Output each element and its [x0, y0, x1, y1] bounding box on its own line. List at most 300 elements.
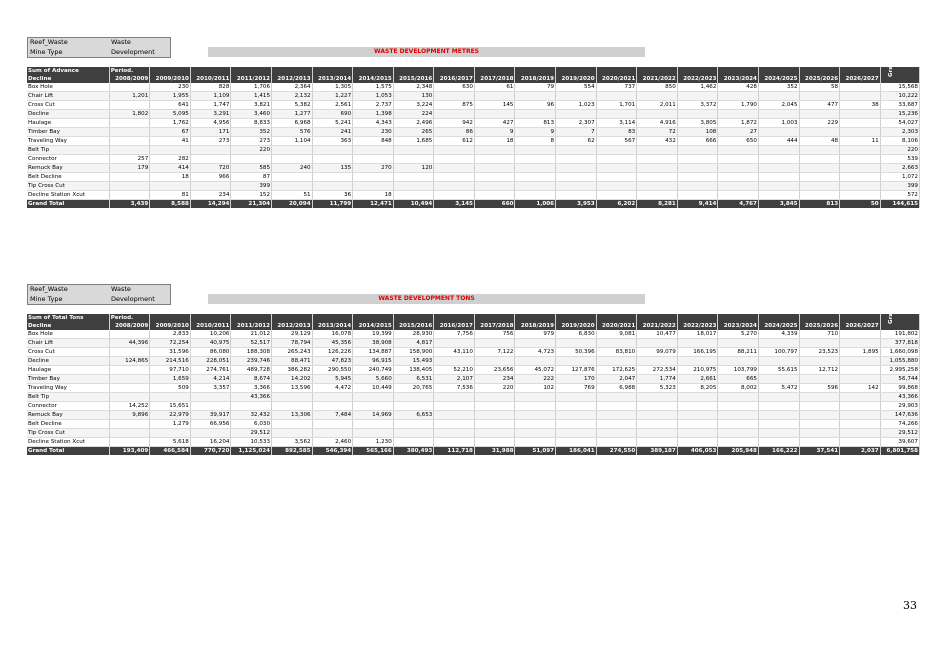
- row-total-cell: 29,512: [880, 429, 919, 438]
- row-field-header[interactable]: Decline: [27, 75, 109, 83]
- table-cell: [150, 182, 191, 191]
- table-cell: 290,550: [312, 366, 353, 375]
- grand-total-cell: 10,494: [393, 200, 434, 209]
- grand-total-row: [27, 447, 920, 456]
- table-cell: 18: [353, 191, 394, 200]
- table-cell: 1,053: [353, 92, 394, 101]
- table-cell: [637, 438, 678, 447]
- row-total-cell: 377,818: [880, 339, 919, 348]
- header-blank: [758, 67, 799, 75]
- table-row: [27, 429, 920, 438]
- table-cell: [758, 375, 799, 384]
- table-cell: 2,107: [434, 375, 475, 384]
- table-cell: 21,012: [231, 330, 272, 339]
- row-total-cell: 572: [880, 191, 919, 200]
- table-cell: [799, 402, 840, 411]
- year-header[interactable]: 2009/2010: [150, 322, 191, 330]
- table-cell: 4,343: [353, 119, 394, 128]
- header-blank: [312, 314, 353, 322]
- table-cell: 612: [434, 137, 475, 146]
- table-cell: [718, 182, 759, 191]
- table-cell: [596, 438, 637, 447]
- row-label: Decline: [27, 357, 109, 366]
- row-field-header[interactable]: Decline: [27, 322, 109, 330]
- table-cell: 828: [190, 83, 231, 92]
- year-header[interactable]: 2017/2018: [474, 75, 515, 83]
- table-cell: 3,562: [272, 438, 313, 447]
- year-header[interactable]: 2008/2009: [109, 75, 150, 83]
- table-row: [27, 173, 920, 182]
- table-cell: [434, 357, 475, 366]
- table-cell: 22,979: [150, 411, 191, 420]
- table-cell: [840, 146, 881, 155]
- table-cell: 126,226: [312, 348, 353, 357]
- year-header[interactable]: 2018/2019: [515, 75, 556, 83]
- table-cell: 14,969: [353, 411, 394, 420]
- header-blank: [556, 67, 597, 75]
- grand-total-cell: 4,767: [718, 200, 759, 209]
- table-row: [27, 128, 920, 137]
- filter-value[interactable]: Waste: [111, 38, 131, 46]
- table-cell: [596, 429, 637, 438]
- table-cell: 97,710: [150, 366, 191, 375]
- table-cell: 124,865: [109, 357, 150, 366]
- table-cell: 428: [718, 83, 759, 92]
- row-total-cell: 2,663: [880, 164, 919, 173]
- table-cell: 1,109: [190, 92, 231, 101]
- table-cell: [840, 357, 881, 366]
- table-cell: 152: [231, 191, 272, 200]
- year-header[interactable]: 2023/2024: [718, 75, 759, 83]
- table-cell: 7,122: [474, 348, 515, 357]
- table-cell: [515, 411, 556, 420]
- period-label[interactable]: Period.: [109, 314, 150, 322]
- grand-total-header-label: Grand Total: [887, 40, 894, 77]
- grand-total-cell: 380,493: [393, 447, 434, 456]
- table-row: [27, 155, 920, 164]
- table-cell: [353, 402, 394, 411]
- grand-total-cell: 274,550: [596, 447, 637, 456]
- table-cell: [474, 357, 515, 366]
- table-cell: 29,512: [231, 429, 272, 438]
- table-cell: 1,003: [758, 119, 799, 128]
- grand-total-cell: 21,304: [231, 200, 272, 209]
- year-header[interactable]: 2016/2017: [434, 75, 475, 83]
- table-cell: 9: [474, 128, 515, 137]
- grand-total-cell: 8,588: [150, 200, 191, 209]
- table-cell: 585: [231, 164, 272, 173]
- table-cell: [272, 173, 313, 182]
- header-blank: [637, 314, 678, 322]
- table-cell: 1,462: [677, 83, 718, 92]
- table-cell: 6,030: [231, 420, 272, 429]
- table-cell: [677, 110, 718, 119]
- year-header[interactable]: 2019/2020: [556, 322, 597, 330]
- table-cell: 241: [312, 128, 353, 137]
- table-cell: 45,356: [312, 339, 353, 348]
- year-header[interactable]: 2025/2026: [799, 322, 840, 330]
- table-cell: [677, 146, 718, 155]
- table-cell: [677, 420, 718, 429]
- table-cell: [596, 339, 637, 348]
- header-blank: [718, 67, 759, 75]
- header-blank: [150, 314, 191, 322]
- table-cell: [637, 173, 678, 182]
- table-cell: [677, 191, 718, 200]
- table-cell: 282: [150, 155, 191, 164]
- grand-total-cell: 6,202: [596, 200, 637, 209]
- table-cell: 6,968: [272, 119, 313, 128]
- header-blank: [353, 314, 394, 322]
- table-cell: [434, 339, 475, 348]
- year-header[interactable]: 2011/2012: [231, 75, 272, 83]
- table-row: [27, 110, 920, 119]
- year-header[interactable]: 2012/2013: [272, 322, 313, 330]
- table-cell: 850: [637, 83, 678, 92]
- year-header[interactable]: 2013/2014: [312, 322, 353, 330]
- year-header[interactable]: 2012/2013: [272, 75, 313, 83]
- year-header[interactable]: 2014/2015: [353, 322, 394, 330]
- table-cell: [637, 411, 678, 420]
- grand-total-cell: 565,166: [353, 447, 394, 456]
- period-label[interactable]: Period.: [109, 67, 150, 75]
- row-label: Tip Cross Cut: [27, 429, 109, 438]
- table-cell: 509: [150, 384, 191, 393]
- filter-value[interactable]: Development: [111, 294, 155, 303]
- table-cell: [515, 438, 556, 447]
- pivot-block-metres: [27, 37, 920, 207]
- table-cell: 179: [109, 164, 150, 173]
- header-blank: [840, 67, 881, 75]
- table-row: [27, 402, 920, 411]
- table-cell: 1,872: [718, 119, 759, 128]
- table-cell: [556, 411, 597, 420]
- table-cell: [758, 438, 799, 447]
- table-cell: 102: [515, 384, 556, 393]
- table-cell: [393, 420, 434, 429]
- table-cell: 86,080: [190, 348, 231, 357]
- table-cell: 737: [596, 83, 637, 92]
- table-cell: 4,723: [515, 348, 556, 357]
- table-cell: [353, 182, 394, 191]
- table-cell: 567: [596, 137, 637, 146]
- table-cell: [799, 429, 840, 438]
- row-total-cell: 99,868: [880, 384, 919, 393]
- year-header[interactable]: 2021/2022: [637, 322, 678, 330]
- table-cell: [353, 393, 394, 402]
- table-cell: [109, 375, 150, 384]
- table-cell: 10,477: [637, 330, 678, 339]
- table-cell: 234: [474, 375, 515, 384]
- table-cell: 2,737: [353, 101, 394, 110]
- table-row: [27, 339, 920, 348]
- table-cell: [474, 146, 515, 155]
- row-label: Traveling Way: [27, 137, 109, 146]
- header-blank: [556, 314, 597, 322]
- table-cell: 127,876: [556, 366, 597, 375]
- table-cell: [637, 110, 678, 119]
- table-cell: [677, 339, 718, 348]
- table-cell: 257: [109, 155, 150, 164]
- year-header[interactable]: 2022/2023: [677, 322, 718, 330]
- table-cell: 47,823: [312, 357, 353, 366]
- header-row-measure: [27, 67, 920, 75]
- table-cell: 142: [840, 384, 881, 393]
- table-cell: 665: [718, 375, 759, 384]
- header-blank: [596, 314, 637, 322]
- year-header[interactable]: 2020/2021: [596, 322, 637, 330]
- year-header[interactable]: 2026/2027: [840, 322, 881, 330]
- row-total-cell: 15,568: [880, 83, 919, 92]
- table-cell: [109, 330, 150, 339]
- row-total-cell: 1,072: [880, 173, 919, 182]
- table-cell: 145: [474, 101, 515, 110]
- year-header[interactable]: 2016/2017: [434, 322, 475, 330]
- table-cell: [637, 402, 678, 411]
- table-cell: 5,618: [150, 438, 191, 447]
- year-header[interactable]: 2011/2012: [231, 322, 272, 330]
- table-cell: [190, 146, 231, 155]
- table-cell: [840, 330, 881, 339]
- year-header[interactable]: 2023/2024: [718, 322, 759, 330]
- table-cell: 352: [231, 128, 272, 137]
- table-cell: [677, 402, 718, 411]
- table-cell: [474, 429, 515, 438]
- table-cell: [272, 393, 313, 402]
- table-cell: [109, 366, 150, 375]
- table-cell: 265: [393, 128, 434, 137]
- table-cell: 18: [150, 173, 191, 182]
- year-header[interactable]: 2017/2018: [474, 322, 515, 330]
- table-cell: 6,830: [556, 330, 597, 339]
- table-cell: 270: [353, 164, 394, 173]
- table-cell: [637, 164, 678, 173]
- table-cell: 720: [190, 164, 231, 173]
- year-header[interactable]: 2013/2014: [312, 75, 353, 83]
- table-cell: 214,516: [150, 357, 191, 366]
- grand-total-header: [880, 40, 919, 83]
- table-cell: 52,210: [434, 366, 475, 375]
- table-cell: [596, 110, 637, 119]
- table-cell: 1,104: [272, 137, 313, 146]
- table-cell: [840, 164, 881, 173]
- grand-total-cell: 3,953: [556, 200, 597, 209]
- table-cell: 274,761: [190, 366, 231, 375]
- table-cell: 36: [312, 191, 353, 200]
- table-cell: 158,900: [393, 348, 434, 357]
- table-cell: 2,833: [150, 330, 191, 339]
- table-cell: 81: [150, 191, 191, 200]
- table-cell: [109, 348, 150, 357]
- table-cell: 6,653: [393, 411, 434, 420]
- table-cell: 7,484: [312, 411, 353, 420]
- table-cell: [474, 92, 515, 101]
- table-cell: [799, 92, 840, 101]
- table-cell: 813: [515, 119, 556, 128]
- table-cell: 3,805: [677, 119, 718, 128]
- table-cell: [840, 128, 881, 137]
- table-cell: [637, 146, 678, 155]
- table-cell: 43,110: [434, 348, 475, 357]
- year-header[interactable]: 2026/2027: [840, 75, 881, 83]
- filter-key: Reef_Waste: [30, 285, 68, 293]
- table-cell: 3,372: [677, 101, 718, 110]
- year-header[interactable]: 2021/2022: [637, 75, 678, 83]
- table-cell: [758, 411, 799, 420]
- table-cell: 1,762: [150, 119, 191, 128]
- row-total-cell: 539: [880, 155, 919, 164]
- table-cell: 32,432: [231, 411, 272, 420]
- table-cell: 942: [434, 119, 475, 128]
- filter-value[interactable]: Waste: [111, 285, 131, 293]
- table-cell: [718, 393, 759, 402]
- year-header[interactable]: 2015/2016: [393, 322, 434, 330]
- year-header[interactable]: 2022/2023: [677, 75, 718, 83]
- year-header[interactable]: 2010/2011: [190, 322, 231, 330]
- table-cell: 72: [637, 128, 678, 137]
- year-header[interactable]: 2019/2020: [556, 75, 597, 83]
- table-cell: [758, 146, 799, 155]
- table-cell: 166,195: [677, 348, 718, 357]
- year-header[interactable]: 2018/2019: [515, 322, 556, 330]
- table-cell: 134,887: [353, 348, 394, 357]
- year-header[interactable]: 2024/2025: [758, 75, 799, 83]
- table-cell: 228,051: [190, 357, 231, 366]
- row-label: Remuck Bay: [27, 164, 109, 173]
- year-header[interactable]: 2020/2021: [596, 75, 637, 83]
- year-header[interactable]: 2024/2025: [758, 322, 799, 330]
- table-cell: 41: [150, 137, 191, 146]
- table-cell: 650: [718, 137, 759, 146]
- table-cell: 5,660: [353, 375, 394, 384]
- table-cell: [515, 357, 556, 366]
- table-cell: [596, 164, 637, 173]
- table-cell: 1,305: [312, 83, 353, 92]
- row-label: Timber Bay: [27, 128, 109, 137]
- table-cell: [677, 429, 718, 438]
- table-row: [27, 330, 920, 339]
- table-cell: [596, 155, 637, 164]
- table-cell: [556, 92, 597, 101]
- table-row: [27, 83, 920, 92]
- year-header[interactable]: 2010/2011: [190, 75, 231, 83]
- row-label: Tip Cross Cut: [27, 182, 109, 191]
- table-cell: [840, 191, 881, 200]
- table-cell: 2,364: [272, 83, 313, 92]
- table-cell: [515, 182, 556, 191]
- row-total-cell: 147,636: [880, 411, 919, 420]
- table-cell: [109, 438, 150, 447]
- table-cell: [840, 182, 881, 191]
- table-cell: 2,307: [556, 119, 597, 128]
- table-cell: [840, 411, 881, 420]
- table-cell: [677, 92, 718, 101]
- table-row: [27, 101, 920, 110]
- table-cell: 3,821: [231, 101, 272, 110]
- table-cell: [718, 92, 759, 101]
- table-cell: [799, 438, 840, 447]
- table-cell: 172,625: [596, 366, 637, 375]
- year-header[interactable]: 2014/2015: [353, 75, 394, 83]
- table-cell: 99,079: [637, 348, 678, 357]
- table-cell: [474, 155, 515, 164]
- table-cell: 3,114: [596, 119, 637, 128]
- table-cell: [718, 110, 759, 119]
- grand-total-cell: 11,799: [312, 200, 353, 209]
- year-header[interactable]: 2009/2010: [150, 75, 191, 83]
- table-cell: [556, 339, 597, 348]
- table-cell: [515, 155, 556, 164]
- filter-key: Reef_Waste: [30, 38, 68, 46]
- header-blank: [272, 67, 313, 75]
- table-cell: [758, 92, 799, 101]
- table-cell: [596, 92, 637, 101]
- table-row: [27, 366, 920, 375]
- row-label: Chair Lift: [27, 92, 109, 101]
- year-header[interactable]: 2008/2009: [109, 322, 150, 330]
- table-row: [27, 384, 920, 393]
- table-cell: [840, 110, 881, 119]
- table-cell: [434, 438, 475, 447]
- table-cell: 3,291: [190, 110, 231, 119]
- table-cell: [109, 101, 150, 110]
- table-row: [27, 375, 920, 384]
- table-cell: [434, 155, 475, 164]
- table-cell: [637, 182, 678, 191]
- table-cell: [677, 164, 718, 173]
- table-cell: 2,045: [758, 101, 799, 110]
- table-cell: [109, 173, 150, 182]
- table-cell: 3,224: [393, 101, 434, 110]
- table-cell: [556, 155, 597, 164]
- banner-title: WASTE DEVELOPMENT METRES: [208, 47, 645, 57]
- table-cell: [718, 438, 759, 447]
- header-blank: [474, 314, 515, 322]
- table-cell: [718, 339, 759, 348]
- table-cell: [312, 146, 353, 155]
- table-cell: [758, 182, 799, 191]
- table-cell: [312, 393, 353, 402]
- table-row: [27, 438, 920, 447]
- row-label: Haulage: [27, 119, 109, 128]
- table-cell: 188,308: [231, 348, 272, 357]
- table-cell: [474, 411, 515, 420]
- table-cell: [556, 173, 597, 182]
- header-blank: [718, 314, 759, 322]
- year-header[interactable]: 2025/2026: [799, 75, 840, 83]
- pivot-block-tons: [27, 284, 920, 454]
- grand-total-header: [880, 287, 919, 330]
- table-cell: 79: [515, 83, 556, 92]
- table-cell: [637, 339, 678, 348]
- table-cell: [312, 182, 353, 191]
- row-total-cell: 220: [880, 146, 919, 155]
- table-cell: [434, 173, 475, 182]
- filter-value[interactable]: Development: [111, 47, 155, 56]
- table-cell: [596, 393, 637, 402]
- table-cell: 10,449: [353, 384, 394, 393]
- table-cell: [434, 393, 475, 402]
- table-cell: 363: [312, 137, 353, 146]
- table-cell: 171: [190, 128, 231, 137]
- year-header[interactable]: 2015/2016: [393, 75, 434, 83]
- header-blank: [434, 67, 475, 75]
- table-row: [27, 348, 920, 357]
- table-cell: [799, 375, 840, 384]
- header-blank: [840, 314, 881, 322]
- table-cell: 2,132: [272, 92, 313, 101]
- table-cell: [718, 155, 759, 164]
